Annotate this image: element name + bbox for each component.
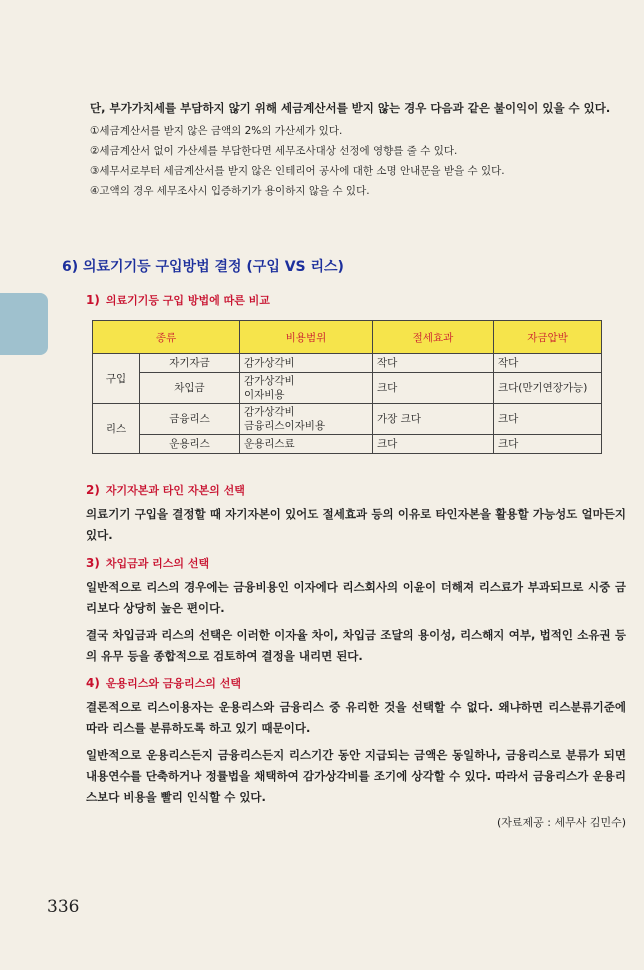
paragraph: 결론적으로 리스이용자는 운용리스와 금융리스 중 유리한 것을 선택할 수 없다. 왜냐하면 리스분류기준에 따라 리스를 분류하도록 하고 있기 때문이다. [86, 700, 626, 735]
subsection-heading: 1) 의료기기등 구입 방법에 따른 비교 [86, 293, 270, 307]
paragraph: 결국 차입금과 리스의 선택은 이러한 이자율 차이, 차입금 조달의 용이성, 리스해지 여부, 법적인 소유권 등의 유무 등을 종합적으로 검토하여 결정을 내리면 된다. [86, 628, 626, 663]
table-cell: 작다 [372, 354, 493, 373]
list-item: ①세금계산서를 받지 않은 금액의 2%의 가산세가 있다. [90, 125, 343, 137]
group-label: 리스 [93, 404, 140, 454]
table-cell: 감가상각비 [239, 354, 372, 373]
table-cell: 운용리스 [140, 435, 240, 454]
comparison-table [92, 320, 602, 454]
table-cell: 작다 [493, 354, 601, 373]
subsection-2 [86, 482, 626, 552]
table-cell: 크다(만기연장가능) [493, 373, 601, 404]
subsection-4 [86, 675, 626, 830]
table-row [93, 354, 602, 373]
subsection-1 [86, 292, 606, 454]
subsection-heading: 3) 차입금과 리스의 선택 [86, 556, 210, 570]
page-content [90, 98, 626, 201]
table-header: 종류 [93, 321, 240, 354]
table-cell: 크다 [493, 435, 601, 454]
table-cell: 크다 [493, 404, 601, 435]
table-header: 자금압박 [493, 321, 601, 354]
group-label: 구입 [93, 354, 140, 404]
disadvantage-list [90, 121, 626, 201]
table-cell: 가장 크다 [372, 404, 493, 435]
table-row [93, 373, 602, 404]
table-cell: 자기자금 [140, 354, 240, 373]
table-cell: 금융리스 [140, 404, 240, 435]
source-credit: (자료제공 : 세무사 김민수) [496, 816, 626, 829]
table-row [93, 404, 602, 435]
list-item: ③세무서로부터 세금계산서를 받지 않은 인테리어 공사에 대한 소명 안내문을 받을 수 있다. [90, 165, 505, 177]
intro-text: 단, 부가가치세를 부담하지 않기 위해 세금계산서를 받지 않는 경우 다음과 같은 불이익이 있을 수 있다. [90, 101, 611, 115]
table-cell: 운용리스료 [239, 435, 372, 454]
table-header: 비용범위 [239, 321, 372, 354]
table-cell: 크다 [372, 435, 493, 454]
subsection-heading: 4) 운용리스와 금융리스의 선택 [86, 676, 242, 690]
table-header: 절세효과 [372, 321, 493, 354]
page-side-tab [0, 293, 48, 355]
subsection-3 [86, 555, 626, 673]
table-cell: 크다 [372, 373, 493, 404]
paragraph: 일반적으로 리스의 경우에는 금융비용인 이자에다 리스회사의 이윤이 더해져 리스료가 부과되므로 시중 금리보다 상당히 높은 편이다. [86, 580, 626, 615]
table-row [93, 435, 602, 454]
table-cell: 감가상각비 이자비용 [239, 373, 372, 404]
list-item: ②세금계산서 없이 가산세를 부담한다면 세무조사대상 선정에 영향를 줄 수 있다. [90, 145, 458, 157]
list-item: ④고액의 경우 세무조사시 입증하기가 용이하지 않을 수 있다. [90, 185, 370, 197]
paragraph: 의료기기 구입을 결정할 때 자기자본이 있어도 절세효과 등의 이유로 타인자본을 활용할 가능성도 얼마든지 있다. [86, 507, 626, 542]
table-cell: 감가상각비 금융리스이자비용 [239, 404, 372, 435]
section-title: 6) 의료기기등 구입방법 결정 (구입 VS 리스) [62, 259, 344, 275]
subsection-heading: 2) 자기자본과 타인 자본의 선택 [86, 483, 245, 497]
page-number: 336 [47, 897, 80, 917]
paragraph: 일반적으로 운용리스든지 금융리스든지 리스기간 동안 지급되는 금액은 동일하나, 금융리스로 분류가 되면 내용연수를 단축하거나 정률법을 채택하여 감가상각비를 조기에 상각할 수 있다. 따라서 금융리스가 운용리스보다 비용을 빨리 인식할 수 있다. [86, 748, 626, 804]
table-cell: 차입금 [140, 373, 240, 404]
